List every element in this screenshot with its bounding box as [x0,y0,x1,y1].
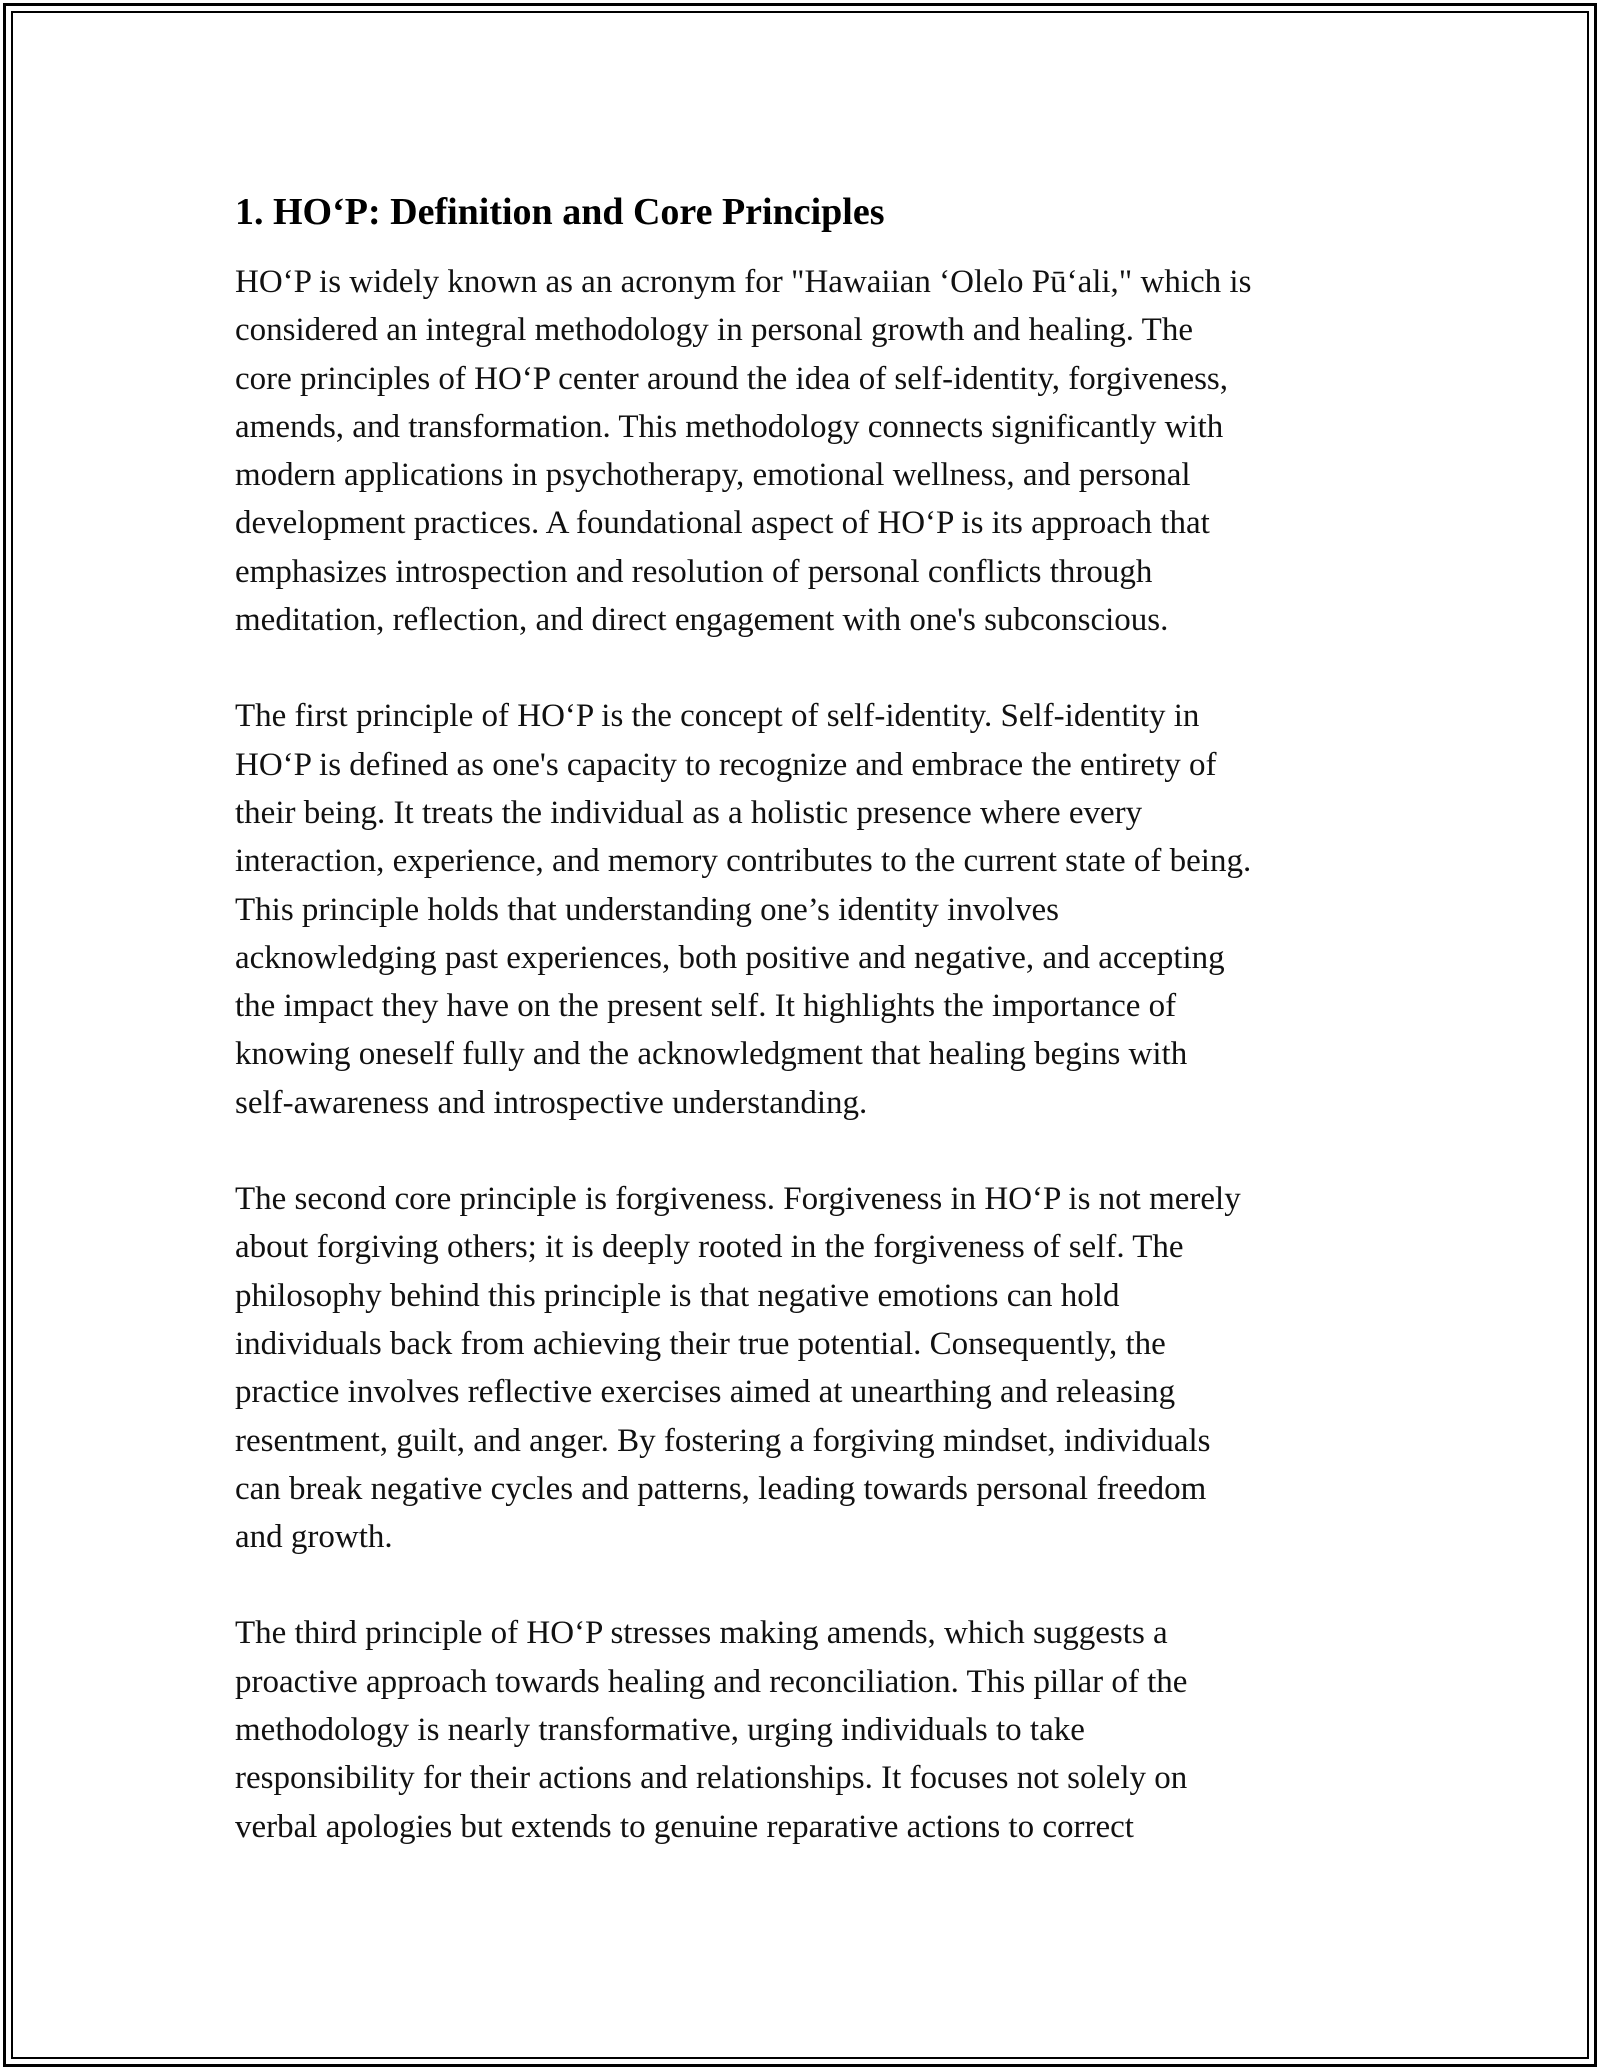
text-line: interaction, experience, and memory contributes to the current state of being. [235,843,1252,880]
paragraph-amends [235,1609,1375,1850]
text-line: considered an integral methodology in personal growth and healing. The [235,312,1193,349]
text-line: self-awareness and introspective understanding. [235,1084,868,1121]
text-line: verbal apologies but extends to genuine reparative actions to correct [235,1808,1134,1845]
text-line: responsibility for their actions and relationships. It focuses not solely on [235,1760,1188,1797]
text-line: their being. It treats the individual as a holistic presence where every [235,794,1143,831]
section-heading: 1. HO‘P: Definition and Core Principles [235,191,885,233]
document-body [235,186,1375,1899]
text-line: amends, and transformation. This methodology connects significantly with [235,408,1224,445]
paragraph-self-identity [235,692,1375,1127]
text-line: and growth. [235,1519,393,1556]
text-line: practice involves reflective exercises aimed at unearthing and releasing [235,1374,1176,1411]
text-line: acknowledging past experiences, both positive and negative, and accepting [235,939,1225,976]
text-line: philosophy behind this principle is that negative emotions can hold [235,1277,1120,1314]
paragraph-forgiveness [235,1175,1375,1561]
text-line: emphasizes introspection and resolution of personal conflicts through [235,553,1153,590]
text-line: individuals back from achieving their true potential. Consequently, the [235,1325,1166,1362]
text-line: proactive approach towards healing and reconciliation. This pillar of the [235,1663,1188,1700]
text-line: knowing oneself fully and the acknowledgment that healing begins with [235,1036,1188,1073]
text-line: HO‘P is widely known as an acronym for "Hawaiian ‘Olelo Pū‘ali," which is [235,264,1252,300]
text-line: about forgiving others; it is deeply rooted in the forgiveness of self. The [235,1229,1184,1266]
text-line: the impact they have on the present self. It highlights the importance of [235,988,1177,1025]
text-line: methodology is nearly transformative, urging individuals to take [235,1712,1085,1749]
text-line: can break negative cycles and patterns, leading towards personal freedom [235,1470,1207,1507]
text-line: The third principle of HO‘P stresses making amends, which suggests a [235,1615,1168,1652]
text-line: HO‘P is defined as one's capacity to recognize and embrace the entirety of [235,746,1217,783]
text-line: resentment, guilt, and anger. By fostering a forgiving mindset, individuals [235,1422,1211,1459]
text-line: The second core principle is forgiveness. Forgiveness in HO‘P is not merely [235,1181,1241,1218]
text-line: modern applications in psychotherapy, emotional wellness, and personal [235,457,1191,494]
text-line: core principles of HO‘P center around the idea of self-identity, forgiveness, [235,360,1229,397]
text-line: This principle holds that understanding one’s identity involves [235,891,1059,928]
text-line: development practices. A foundational aspect of HO‘P is its approach that [235,505,1210,542]
paragraph-intro [235,258,1375,644]
text-line: meditation, reflection, and direct engagement with one's subconscious. [235,602,1169,639]
text-line: The first principle of HO‘P is the concept of self-identity. Self-identity in [235,698,1200,735]
